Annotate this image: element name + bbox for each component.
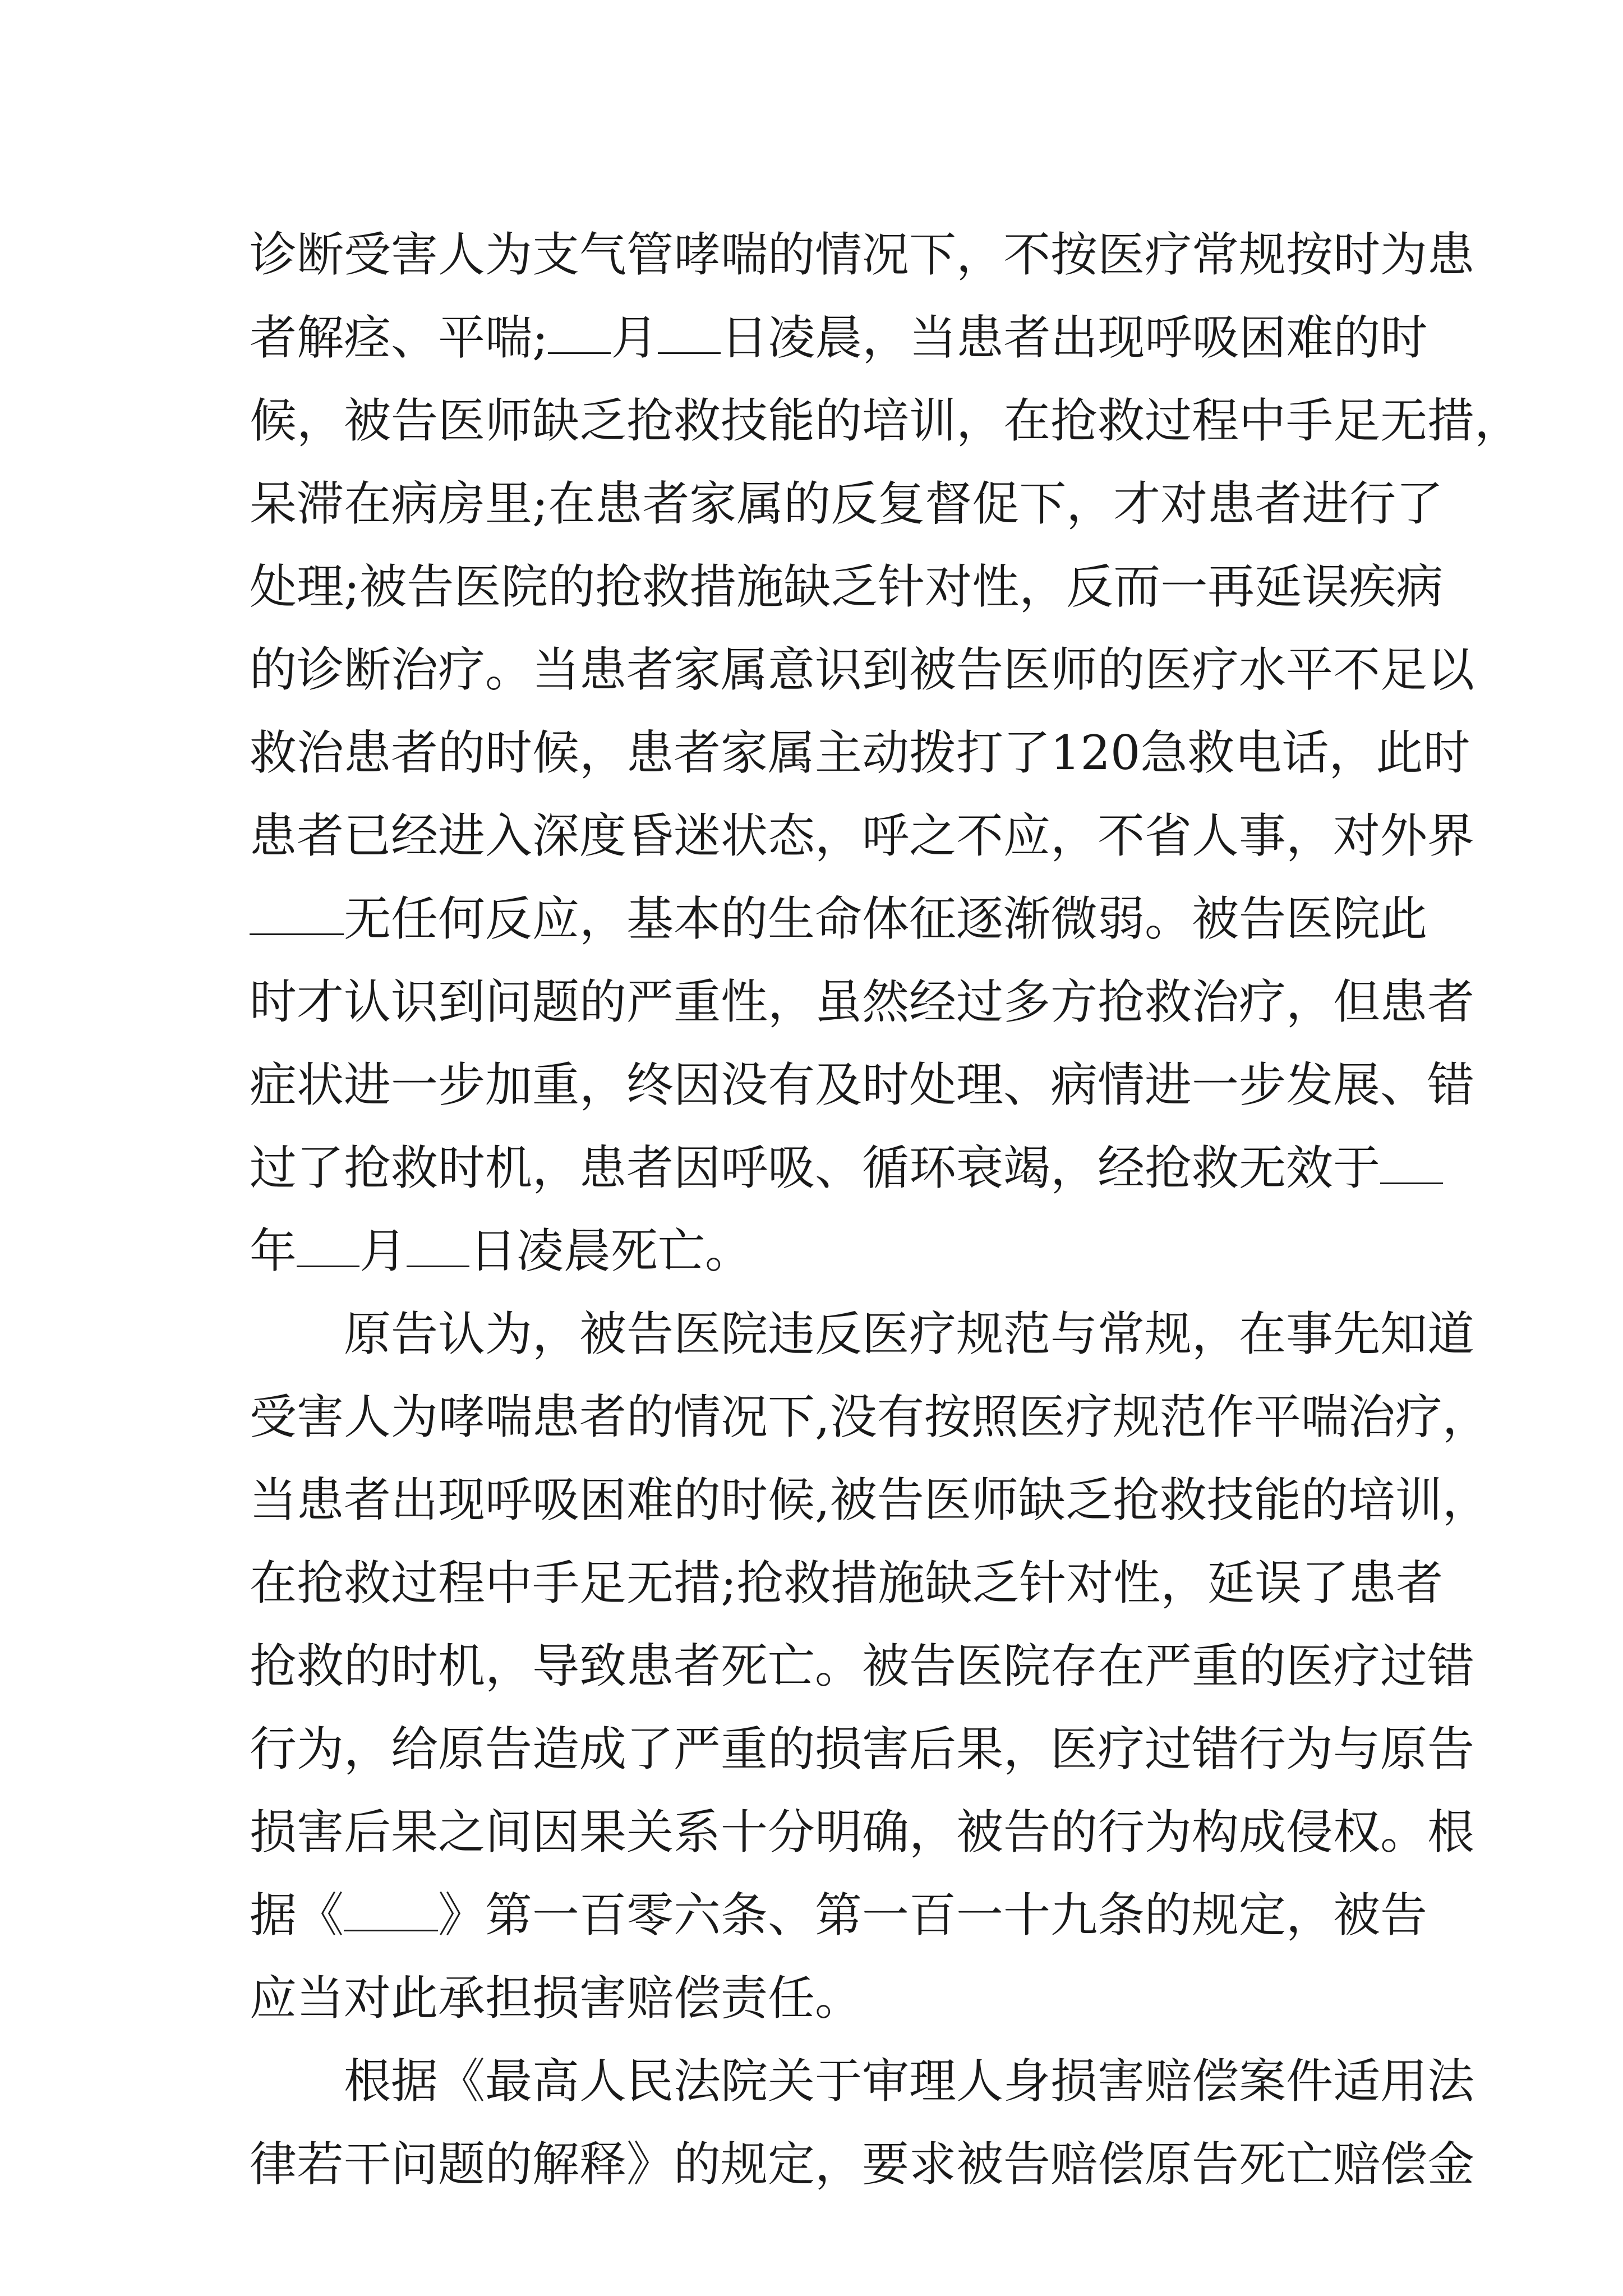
text-line: 受害人为哮喘患者的情况下,没有按照医疗规范作平喘治疗， [250, 1389, 1490, 1444]
paragraph-case-facts [250, 213, 1522, 1292]
text-line [250, 296, 1428, 379]
text-line: 候，被告医师缺乏抢救技能的培训，在抢救过程中手足无措， [250, 393, 1522, 448]
text-fragment: 无任何反应，基本的生命体征逐渐微弱。被告医院此 [344, 891, 1428, 946]
text-fragment: 》第一百零六条、第一百一十九条的规定，被告 [438, 1888, 1428, 1943]
text-line [250, 1126, 1382, 1209]
text-fragment: 者解痉、平喘; [250, 310, 548, 365]
text-line [250, 877, 1428, 960]
text-line: 呆滞在病房里;在患者家属的反复督促下，才对患者进行了 [250, 476, 1444, 531]
document-body [250, 213, 1522, 2206]
blank-underline [1380, 1148, 1443, 1184]
blank-underline [548, 318, 611, 354]
text-fragment: 日凌晨死亡。 [469, 1223, 753, 1278]
text-line: 救治患者的时候，患者家属主动拨打了120急救电话，此时 [250, 725, 1470, 780]
text-line: 处理;被告医院的抢救措施缺乏针对性，反而一再延误疾病 [250, 559, 1444, 614]
text-fragment: 据《 [250, 1888, 344, 1943]
text-fragment: 月 [359, 1223, 407, 1278]
text-line: 症状进一步加重，终因没有及时处理、病情进一步发展、错 [250, 1057, 1475, 1112]
text-line: 在抢救过程中手足无措;抢救措施缺乏针对性，延误了患者 [250, 1556, 1444, 1611]
text-line: 应当对此承担损害赔偿责任。 [250, 1971, 863, 2026]
text-line [250, 1874, 1428, 1957]
blank-underline [658, 318, 721, 354]
text-line: 诊断受害人为支气管哮喘的情况下，不按医疗常规按时为患 [250, 227, 1475, 282]
text-line: 根据《最高人民法院关于审理人身损害赔偿案件适用法 [344, 2054, 1475, 2109]
text-line [250, 1209, 1382, 1292]
text-line: 律若干问题的解释》的规定，要求被告赔偿原告死亡赔偿金 [250, 2137, 1475, 2192]
text-line: 损害后果之间因果关系十分明确，被告的行为构成侵权。根 [250, 1805, 1475, 1860]
blank-underline [344, 1895, 438, 1931]
blank-underline [250, 899, 344, 935]
text-line: 当患者出现呼吸困难的时候,被告医师缺乏抢救技能的培训， [250, 1473, 1490, 1527]
paragraph-plaintiff-claim [250, 1292, 1490, 2040]
text-fragment: 年 [250, 1223, 297, 1278]
text-line: 行为，给原告造成了严重的损害后果，医疗过错行为与原告 [250, 1722, 1475, 1777]
blank-underline [297, 1231, 359, 1267]
text-fragment: 日凌晨，当患者出现呼吸困难的时 [721, 310, 1428, 365]
paragraph-compensation-basis [250, 2040, 1475, 2206]
text-line: 时才认识到问题的严重性，虽然经过多方抢救治疗，但患者 [250, 974, 1475, 1029]
blank-underline [407, 1231, 469, 1267]
text-line: 抢救的时机，导致患者死亡。被告医院存在严重的医疗过错 [250, 1639, 1475, 1694]
text-fragment: 月 [611, 310, 658, 365]
text-fragment: 过了抢救时机，患者因呼吸、循环衰竭，经抢救无效于 [250, 1140, 1381, 1195]
text-line: 原告认为，被告医院违反医疗规范与常规，在事先知道 [344, 1306, 1475, 1361]
text-line: 患者已经进入深度昏迷状态，呼之不应，不省人事，对外界 [250, 808, 1475, 863]
text-line: 的诊断治疗。当患者家属意识到被告医师的医疗水平不足以 [250, 642, 1475, 697]
